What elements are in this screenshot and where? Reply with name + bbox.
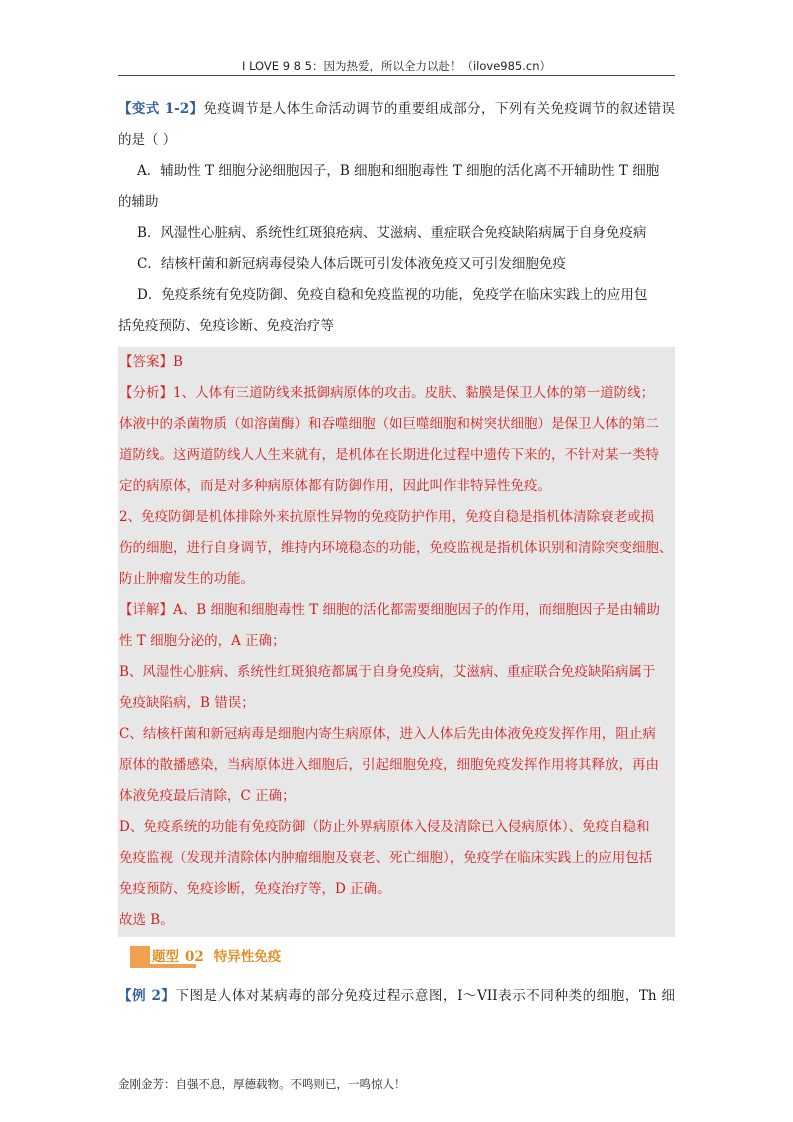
detail-line: 免疫预防、免疫诊断，免疫治疗等，D 正确。: [119, 881, 391, 897]
banner-text: [152, 946, 281, 968]
option-a-line-2: 的辅助: [118, 194, 159, 210]
conclusion-line: 故选 B。: [119, 912, 174, 928]
question-stem-line-1: [118, 94, 675, 125]
detail-line: 免疫监视（发现并清除体内肿瘤细胞及衰老、死亡细胞），免疫学在临床实践上的应用包括: [119, 850, 653, 866]
example-tag: 【例 2】: [118, 988, 176, 1004]
answer-explanation-box: [118, 347, 675, 937]
detail-line: 免疫缺陷病，B 错误；: [119, 695, 255, 711]
option-d-line-2: 括免疫预防、免疫诊断、免疫治疗等: [118, 318, 334, 334]
answer-line: 【答案】B: [119, 354, 183, 370]
detail-line: 原体的散播感染，当病原体进入细胞后，引起细胞免疫，细胞免疫发挥作用将其释放，再由: [119, 757, 659, 773]
header-divider: [118, 75, 675, 76]
question-block: [118, 94, 675, 342]
example-block: [118, 981, 675, 1012]
detail-line: B、风湿性心脏病、系统性红斑狼疮都属于自身免疫病，艾滋病、重症联合免疫缺陷病属于: [119, 664, 656, 680]
analysis-line: 防止肿瘤发生的功能。: [119, 571, 254, 587]
analysis-line: 体液中的杀菌物质（如溶菌酶）和吞噬细胞（如巨噬细胞和树突状细胞）是保卫人体的第二: [119, 416, 659, 432]
analysis-line: 道防线。这两道防线人人生来就有，是机体在长期进化过程中遗传下来的，不针对某一类特: [119, 447, 659, 463]
detail-line: D、免疫系统的功能有免疫防御（防止外界病原体入侵及清除已入侵病原体）、免疫自稳和: [119, 819, 650, 835]
option-b: B．风湿性心脏病、系统性红斑狼疮病、艾滋病、重症联合免疫缺陷病属于自身免疫病: [137, 225, 647, 241]
question-stem-line-2: 的是（ ）: [118, 132, 177, 148]
banner-number: 02: [185, 949, 204, 965]
analysis-line: 定的病原体，而是对多种病原体都有防御作用，因此叫作非特异性免疫。: [119, 478, 551, 494]
banner-label: 题型: [152, 949, 179, 965]
option-a-line-1: A．辅助性 T 细胞分泌细胞因子，B 细胞和细胞毒性 T 细胞的活化离不开辅助性 T 细胞: [137, 163, 660, 179]
detail-line: 【详解】A、B 细胞和细胞毒性 T 细胞的活化都需要细胞因子的作用，而细胞因子是由辅助: [119, 602, 661, 618]
page-footer: 金刚金芳：自强不息，厚德载物。不鸣则已，一鸣惊人！: [118, 1077, 406, 1091]
question-stem-text: 免疫调节是人体生命活动调节的重要组成部分，下列有关免疫调节的叙述错误: [203, 101, 675, 117]
detail-line: C、结核杆菌和新冠病毒是细胞内寄生病原体，进入人体后先由体液免疫发挥作用，阻止病: [119, 726, 656, 742]
example-text: 下图是人体对某病毒的部分免疫过程示意图，I～VII表示不同种类的细胞，Th 细: [175, 988, 675, 1004]
analysis-line: 【分析】1、人体有三道防线来抵御病原体的攻击。皮肤、黏膜是保卫人体的第一道防线；: [119, 385, 655, 401]
question-type-banner: [130, 946, 430, 970]
example-line: [118, 981, 675, 1012]
detail-line: 体液免疫最后清除，C 正确；: [119, 788, 296, 804]
detail-line: 性 T 细胞分泌的，A 正确；: [119, 633, 286, 649]
page-header: I LOVE 9 8 5：因为热爱，所以全力以赴！（ilove985.cn）: [242, 59, 551, 73]
banner-title: 特异性免疫: [213, 949, 282, 965]
option-d-line-1: D．免疫系统有免疫防御、免疫自稳和免疫监视的功能，免疫学在临床实践上的应用包: [137, 287, 648, 303]
option-c: C．结核杆菌和新冠病毒侵染人体后既可引发体液免疫又可引发细胞免疫: [137, 256, 566, 272]
analysis-line: 2、免疫防御是机体排除外来抗原性异物的免疫防护作用，免疫自稳是指机体清除衰老或损: [119, 509, 655, 525]
analysis-line: 伤的细胞，进行自身调节，维持内环境稳态的功能，免疫监视是指机体识别和清除突变细胞、: [119, 540, 673, 556]
question-tag: 【变式 1-2】: [118, 101, 204, 117]
